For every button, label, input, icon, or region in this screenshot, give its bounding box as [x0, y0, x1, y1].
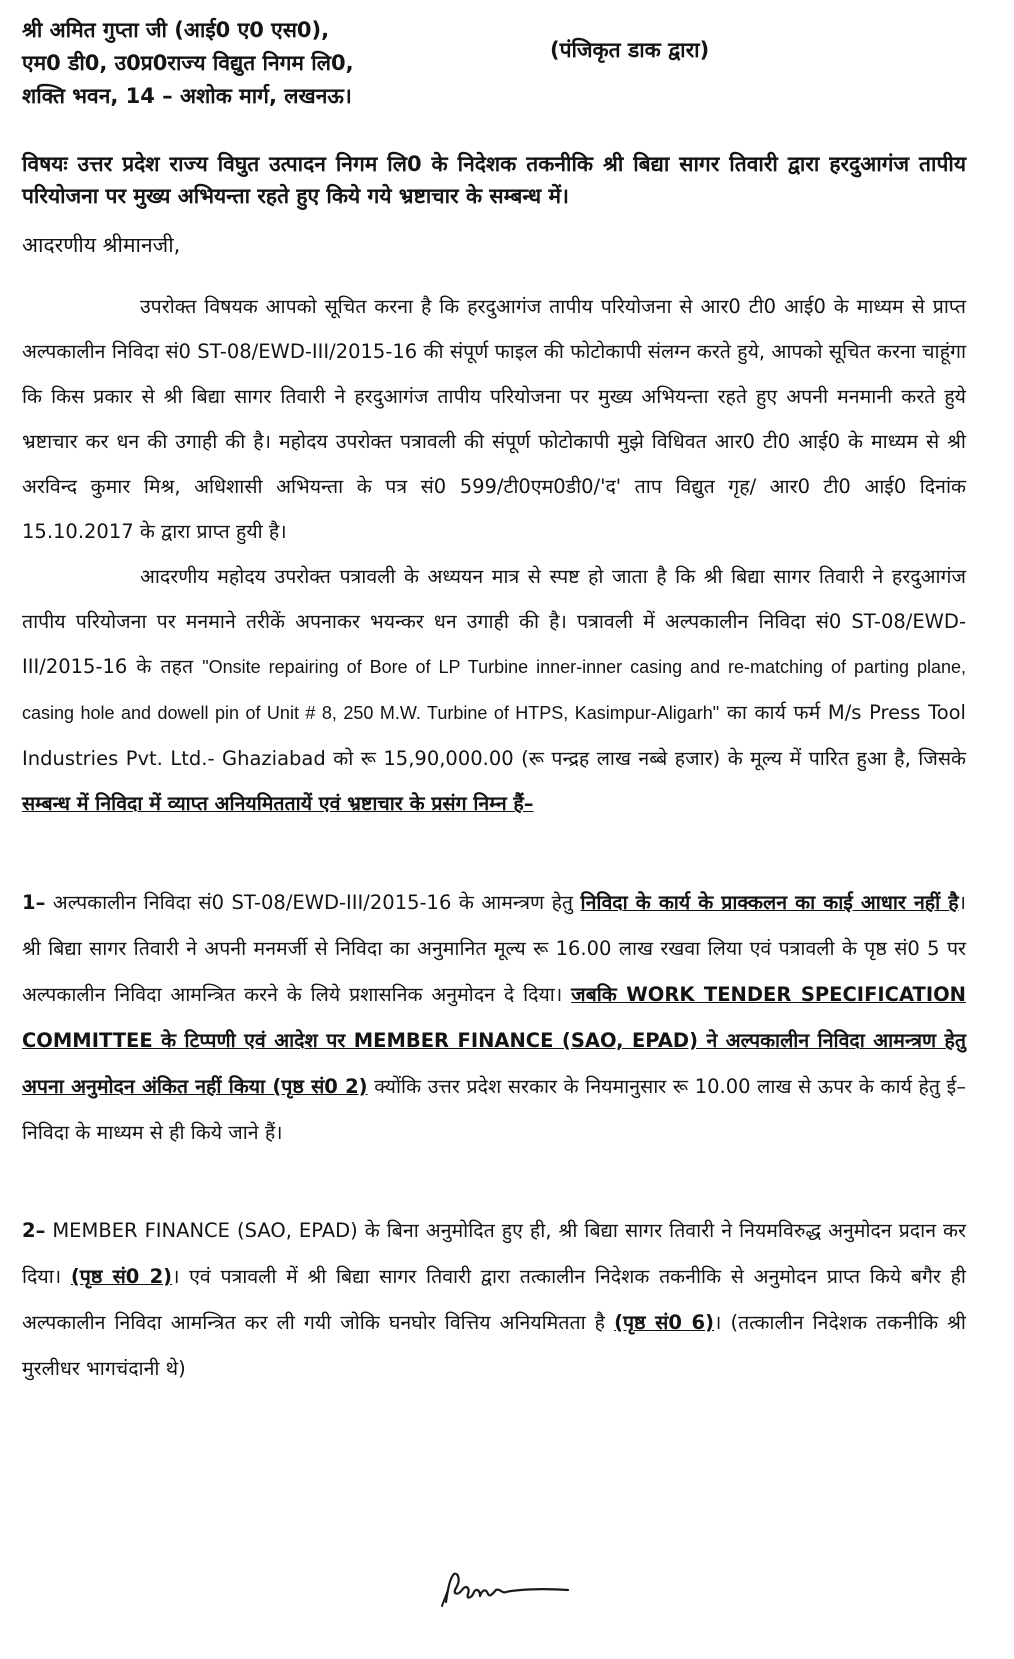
point-1-text-b: । श्री बिद्या सागर तिवारी ने अपनी मनमर्जी से निविदा का अनुमानित मूल्य रू 16.00 लाख रखवा लिया एवं पत्रावली के पृष्ठ सं0 5 पर अल्पकालीन निविदा आमन्त्रित करने के लिये प्रशासनिक अनुमोदन दे दिया।: [22, 891, 966, 1006]
letter-header: [22, 14, 966, 126]
point-2-number: 2–: [22, 1219, 46, 1242]
address-line-1: श्री अमित गुप्ता जी (आई0 ए0 एस0),: [22, 18, 330, 42]
point-1-text-a: अल्पकालीन निविदा सं0 ST-08/EWD-III/2015-16 के आमन्त्रण हेतु: [45, 891, 581, 914]
point-2-underline-a: (पृष्ठ सं0 2): [70, 1265, 173, 1288]
irregularities-heading: सम्बन्ध में निविदा में व्याप्त अनियमिततायें एवं भ्रष्टाचार के प्रसंग निम्न हैं–: [22, 792, 534, 815]
point-2-text-a: MEMBER FINANCE (SAO, EPAD) के बिना अनुमोदित हुए ही, श्री बिद्या सागर तिवारी ने नियमविरुद्ध अनुमोदन प्रदान कर दिया।: [22, 1219, 966, 1288]
point-1-underline-b: जबकि WORK TENDER SPECIFICATION COMMITTEE के टिप्पणी एवं आदेश पर MEMBER FINANCE (SAO, EPAD) ने अल्पकालीन निविदा आमन्त्रण हेतु अपना अनुमोदन अंकित नहीं किया (पृष्ठ सं0 2): [22, 983, 966, 1098]
point-1-underline-a: निविदा के कार्य के प्राक्कलन का काई आधार नहीं है: [580, 891, 959, 914]
point-1: [22, 880, 966, 1156]
registered-post-note: (पंजिकृत डाक द्वारा): [550, 38, 710, 62]
point-2-text-c: । (तत्कालीन निदेशक तकनीकि श्री मुरलीधर भागचंदानी थे): [22, 1311, 966, 1380]
salutation: आदरणीय श्रीमानजी,: [22, 233, 181, 257]
point-2-underline-b: (पृष्ठ सं0 6): [614, 1311, 715, 1334]
paragraph-2: [22, 554, 966, 826]
paragraph-2-text-b: का कार्य फर्म M/s Press Tool Industries Pvt. Ltd.- Ghaziabad को रू 15,90,000.00 (रू पन्द्रह लाख नब्बे हजार) के मूल्य में पारित हुआ है, जिसके: [22, 701, 966, 770]
point-1-text-c: क्योंकि उत्तर प्रदेश सरकार के नियमानुसार रू 10.00 लाख से ऊपर के कार्य हेतु ई–निविदा के माध्यम से ही किये जाने हैं।: [22, 1075, 966, 1144]
point-1-number: 1–: [22, 891, 46, 914]
subject-line: विषयः उत्तर प्रदेश राज्य विघुत उत्पादन निगम लि0 के निदेशक तकनीकि श्री बिद्या सागर तिवारी द्वारा हरदुआगंज तापीय परियोजना पर मुख्य अभियन्ता रहते हुए किये गये भ्रष्टाचार के सम्बन्ध में।: [22, 152, 966, 208]
address-line-3: शक्ति भवन, 14 – अशोक मार्ग, लखनऊ।: [22, 84, 352, 108]
address-line-2: एम0 डी0, उ0प्र0राज्य विद्युत निगम लि0,: [22, 51, 354, 75]
work-description-english: "Onsite repairing of Bore of LP Turbine inner-inner casing and re-matching of parting plane, casing hole and dowell pin of Unit # 8, 250 M.W. Turbine of HTPS, Kasimpur-Aligarh": [22, 657, 966, 723]
paragraph-2-text-a: आदरणीय महोदय उपरोक्त पत्रावली के अध्ययन मात्र से स्पष्ट हो जाता है कि श्री बिद्या सागर तिवारी ने हरदुआगंज तापीय परियोजना पर मनमाने तरीकें अपनाकर भयन्कर धन उगाही की है। पत्रावली में अल्पकालीन निविदा सं0 ST-08/EWD-III/2015-16 के तहत: [22, 565, 966, 678]
paragraph-1: उपरोक्त विषयक आपको सूचित करना है कि हरदुआगंज तापीय परियोजना से आर0 टी0 आई0 के माध्यम से प्राप्त अल्पकालीन निविदा सं0 ST-08/EWD-III/2015-16 की संपूर्ण फाइल की फोटोकापी संलग्न करते हुये, आपको सूचित करना चाहूंगा कि किस प्रकार से श्री बिद्या सागर तिवारी ने हरदुआगंज तापीय परियोजना पर मुख्य अभियन्ता रहते हुए अपनी मनमानी करते हुये भ्रष्टाचार कर धन की उगाही की है। महोदय उपरोक्त पत्रावली की संपूर्ण फोटोकापी मुझे विधिवत आर0 टी0 आई0 के माध्यम से श्री अरविन्द कुमार मिश्र, अधिशासी अभियन्ता के पत्र सं0 599/टी0एम0डी0/'द' ताप विद्युत गृह/ आर0 टी0 आई0 दिनांक 15.10.2017 के द्वारा प्राप्त हुयी है।: [22, 295, 966, 543]
recipient-address: [22, 14, 354, 113]
point-2-text-b: । एवं पत्रावली में श्री बिद्या सागर तिवारी द्वारा तत्कालीन निदेशक तकनीकि से अनुमोदन प्राप्त किये बगैर ही अल्पकालीन निविदा आमन्त्रित कर ली गयी जोकि घनघोर वित्तिय अनियमितता है: [22, 1265, 966, 1334]
point-2: [22, 1208, 966, 1392]
signature-mark: [428, 1560, 578, 1620]
